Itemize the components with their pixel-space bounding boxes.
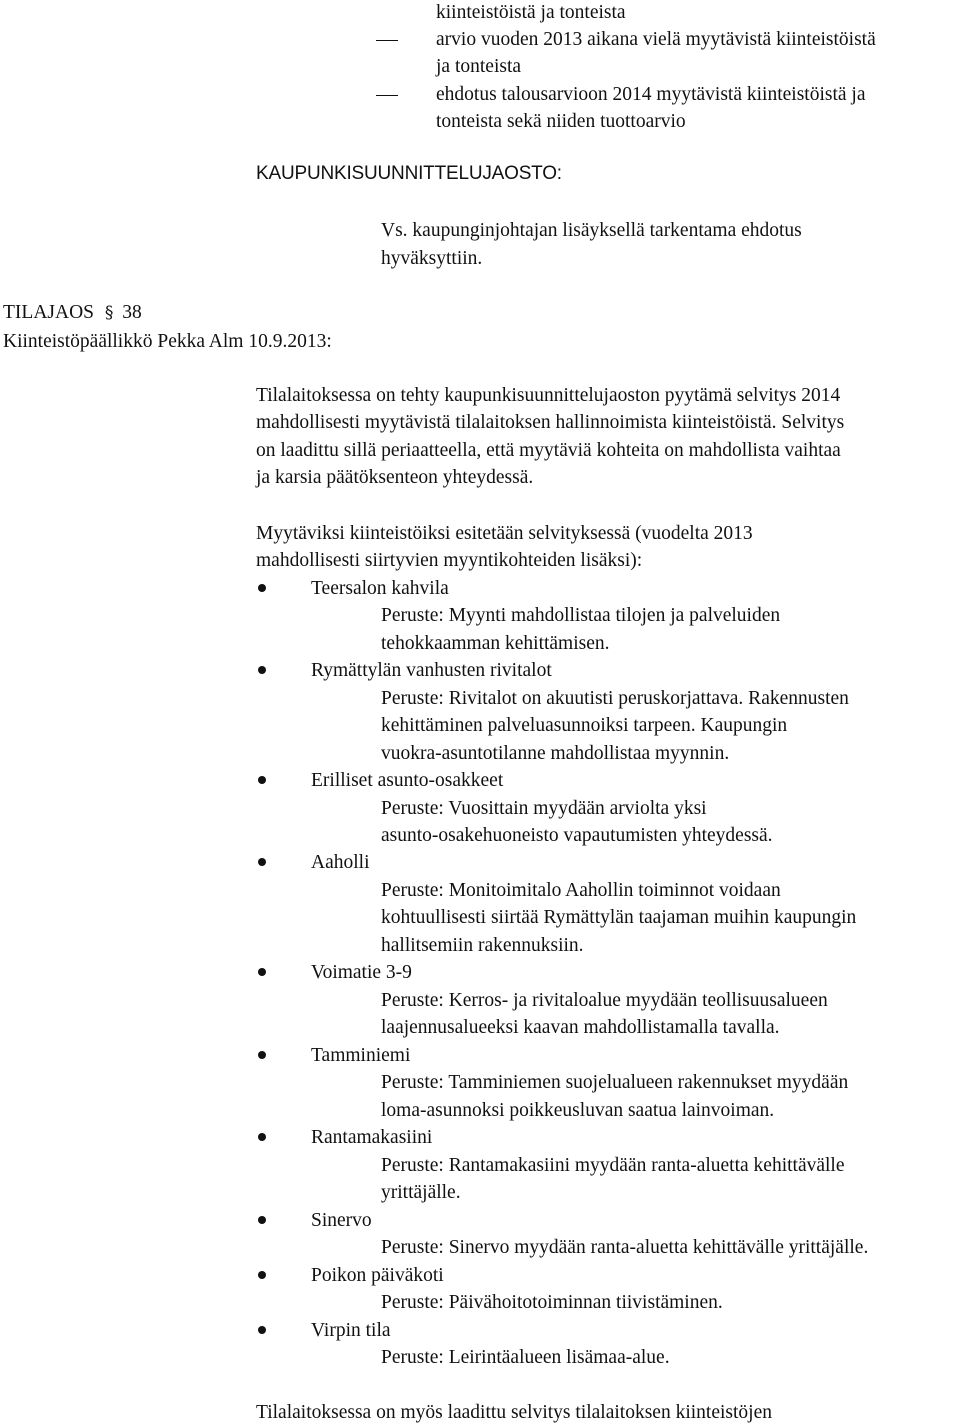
item-reason-line: Peruste: Sinervo myydään ranta-aluetta kehittävälle yrittäjälle.	[381, 1237, 869, 1258]
dash-bullet	[376, 95, 398, 96]
para1-line-4: ja karsia päätöksenteon yhteydessä.	[256, 467, 534, 488]
bullet-icon	[258, 1216, 266, 1224]
committee-decision-line-1: Vs. kaupunginjohtajan lisäyksellä tarkentama ehdotus	[381, 220, 802, 241]
item-name: Tamminiemi	[311, 1045, 411, 1066]
item-reason-line: tehokkaamman kehittämisen.	[381, 633, 610, 654]
item-reason-line: asunto-osakehuoneisto vapautumisten yhteydessä.	[381, 825, 773, 846]
intro-item-2-line-2: tonteista sekä niiden tuottoarvio	[436, 111, 686, 132]
dept-name: TILAJAOS	[3, 302, 94, 323]
item-name: Aaholli	[311, 852, 370, 873]
item-reason-line: loma-asunnoksi poikkeusluvan saatua lainvoiman.	[381, 1100, 775, 1121]
item-reason-line: yrittäjälle.	[381, 1182, 461, 1203]
item-reason-line: Peruste: Päivähoitotoiminnan tiivistäminen.	[381, 1292, 723, 1313]
bullet-icon	[258, 776, 266, 784]
committee-heading: KAUPUNKISUUNNITTELUJAOSTO:	[256, 163, 562, 184]
bullet-icon	[258, 968, 266, 976]
item-reason-line: Peruste: Myynti mahdollistaa tilojen ja palveluiden	[381, 605, 781, 626]
dash-bullet	[376, 40, 398, 41]
bullet-icon	[258, 1051, 266, 1059]
item-name: Poikon päiväkoti	[311, 1265, 444, 1286]
bullet-icon	[258, 584, 266, 592]
section-number: 38	[122, 302, 142, 323]
item-reason-line: Peruste: Kerros- ja rivitaloalue myydään teollisuusalueen	[381, 990, 828, 1011]
committee-decision-line-2: hyväksyttiin.	[381, 248, 483, 269]
item-reason-line: Peruste: Leirintäalueen lisämaa-alue.	[381, 1347, 670, 1368]
para3-line-1: Tilalaitoksessa on myös laadittu selvitys tilalaitoksen kiinteistöjen	[256, 1402, 772, 1423]
intro-item-2-line-1: ehdotus talousarvioon 2014 myytävistä kiinteistöistä ja	[436, 84, 866, 105]
para1-line-1: Tilalaitoksessa on tehty kaupunkisuunnittelujaoston pyytämä selvitys 2014	[256, 385, 841, 406]
intro-item-1-line-1: arvio vuoden 2013 aikana vielä myytävistä kiinteistöistä	[436, 29, 876, 50]
item-name: Teersalon kahvila	[311, 578, 449, 599]
para2-line-1: Myytäviksi kiinteistöiksi esitetään selvityksessä (vuodelta 2013	[256, 523, 753, 544]
sidebar-dept-heading	[3, 303, 142, 323]
item-name: Rantamakasiini	[311, 1127, 433, 1148]
item-reason-line: Peruste: Tamminiemen suojelualueen rakennukset myydään	[381, 1072, 849, 1093]
item-reason-line: Peruste: Monitoimitalo Aahollin toiminnot voidaan	[381, 880, 781, 901]
intro-item-1-line-2: ja tonteista	[436, 56, 522, 77]
item-name: Sinervo	[311, 1210, 372, 1231]
bullet-icon	[258, 1133, 266, 1141]
item-reason-line: kohtuullisesti siirtää Rymättylän taajaman muihin kaupungin	[381, 907, 857, 928]
item-reason-line: laajennusalueeksi kaavan mahdollistamalla tavalla.	[381, 1017, 780, 1038]
item-reason-line: Peruste: Vuosittain myydään arviolta yksi	[381, 798, 707, 819]
item-reason-line: hallitsemiin rakennuksiin.	[381, 935, 584, 956]
item-name: Virpin tila	[311, 1320, 391, 1341]
para1-line-2: mahdollisesti myytävistä tilalaitoksen hallinnoimista kiinteistöistä. Selvitys	[256, 412, 845, 433]
intro-line: kiinteistöistä ja tonteista	[436, 2, 626, 23]
item-name: Rymättylän vanhusten rivitalot	[311, 660, 552, 681]
item-name: Voimatie 3-9	[311, 962, 412, 983]
item-reason-line: vuokra-asuntotilanne mahdollistaa myynnin.	[381, 743, 730, 764]
bullet-icon	[258, 1271, 266, 1279]
para1-line-3: on laadittu sillä periaatteella, että myytäviä kohteita on mahdollista vaihtaa	[256, 440, 841, 461]
author-date: Kiinteistöpäällikkö Pekka Alm 10.9.2013:	[3, 331, 332, 352]
bullet-icon	[258, 858, 266, 866]
bullet-icon	[258, 666, 266, 674]
section-sign-icon: §	[104, 303, 114, 323]
bullet-icon	[258, 1326, 266, 1334]
item-reason-line: Peruste: Rantamakasiini myydään ranta-aluetta kehittävälle	[381, 1155, 845, 1176]
item-name: Erilliset asunto-osakkeet	[311, 770, 504, 791]
para2-line-2: mahdollisesti siirtyvien myyntikohteiden lisäksi):	[256, 550, 643, 571]
item-reason-line: Peruste: Rivitalot on akuutisti peruskorjattava. Rakennusten	[381, 688, 849, 709]
item-reason-line: kehittäminen palveluasunnoiksi tarpeen. Kaupungin	[381, 715, 788, 736]
